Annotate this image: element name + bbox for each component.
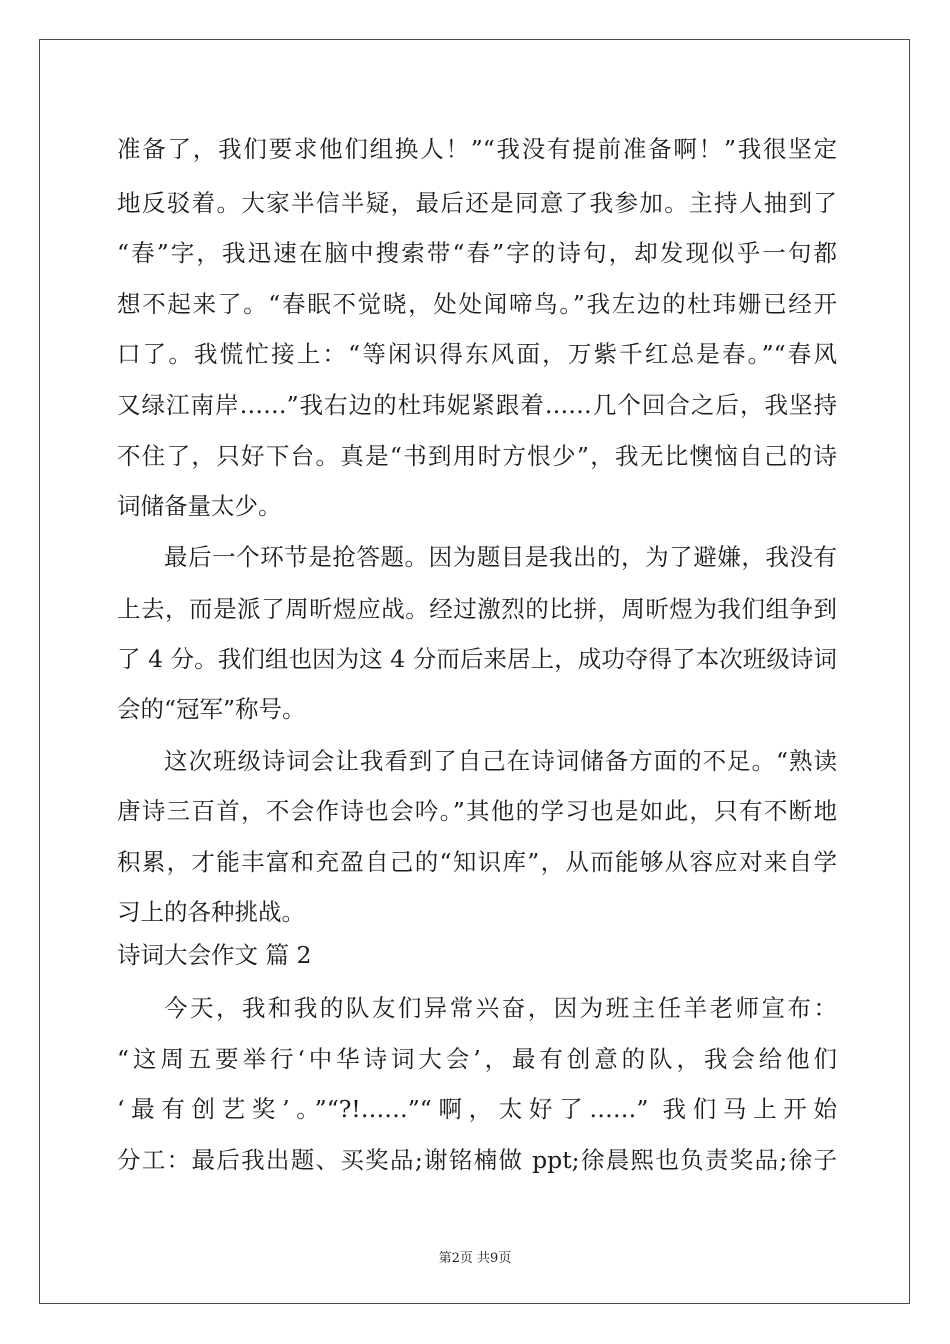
text-line: “这周五要举行‘中华诗词大会’，最有创意的队，我会给他们 — [117, 1045, 837, 1073]
text-line: 最后一个环节是抢答题。因为题目是我出的，为了避嫌，我没有 — [164, 543, 837, 571]
text-line: 上去，而是派了周昕煜应战。经过激烈的比拼，周昕煜为我们组争到 — [117, 595, 837, 623]
text-line: 地反驳着。大家半信半疑，最后还是同意了我参加。主持人抽到了 — [117, 189, 837, 217]
text-line: 会的“冠军”称号。 — [117, 695, 306, 723]
text-line: 不住了，只好下台。真是“书到用时方恨少”，我无比懊恼自己的诗 — [117, 442, 837, 470]
text-line: 想不起来了。“春眠不觉晓，处处闻啼鸟。”我左边的杜玮姗已经开 — [117, 290, 837, 318]
text-line: 又绿江南岸……”我右边的杜玮妮紧跟着……几个回合之后，我坚持 — [117, 391, 837, 419]
text-line: 了 4 分。我们组也因为这 4 分而后来居上，成功夺得了本次班级诗词 — [117, 645, 837, 673]
text-line: 这次班级诗词会让我看到了自己在诗词储备方面的不足。“熟读 — [164, 747, 837, 775]
text-line: “春”字，我迅速在脑中搜索带“春”字的诗句，却发现似乎一句都 — [117, 239, 837, 267]
text-line: 词储备量太少。 — [117, 492, 282, 520]
text-line: 唐诗三百首，不会作诗也会吟。”其他的学习也是如此，只有不断地 — [117, 797, 837, 825]
text-line: 口了。我慌忙接上：“等闲识得东风面，万紫千红总是春。”“春风 — [117, 340, 837, 368]
page-number-footer: 第2页 共9页 — [438, 1251, 512, 1266]
text-line: 诗词大会作文 篇 2 — [117, 941, 312, 969]
text-line: 今天，我和我的队友们异常兴奋，因为班主任羊老师宣布： — [164, 994, 837, 1022]
text-line: 分工：最后我出题、买奖品;谢铭楠做 ppt;徐晨熙也负责奖品;徐子 — [117, 1146, 837, 1174]
text-line: 习上的各种挑战。 — [117, 898, 305, 926]
text-line: 积累，才能丰富和充盈自己的“知识库”，从而能够从容应对来自学 — [117, 848, 837, 876]
text-line: ‘最有创艺奖’。”“?!……”“啊，太好了……” 我们马上开始 — [117, 1095, 837, 1123]
text-line: 准备了，我们要求他们组换人！”“我没有提前准备啊！”我很坚定 — [117, 135, 837, 163]
